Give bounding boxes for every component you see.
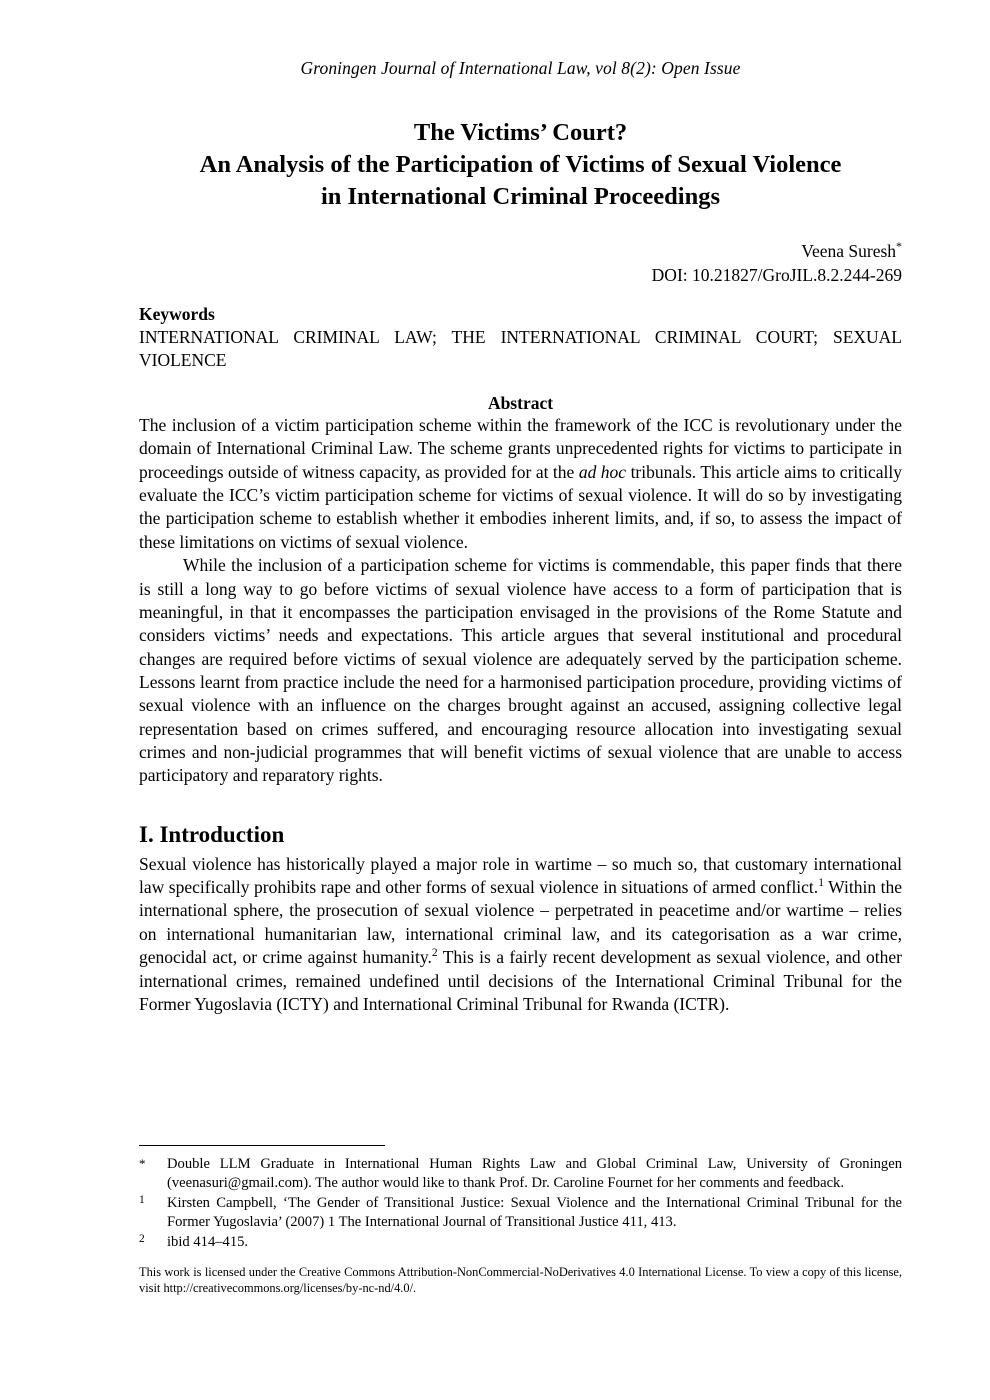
keywords-text: INTERNATIONAL CRIMINAL LAW; THE INTERNATIONAL CRIMINAL COURT; SEXUAL VIOLENCE <box>139 327 902 370</box>
abstract-heading: Abstract <box>487 393 554 413</box>
license-notice: This work is licensed under the Creative Commons Attribution-NonCommercial-NoDerivatives 4.0 International License. To view a copy of this license, visit http://creativecommons.org/licenses/by-nc-nd/4.0/. <box>139 1264 902 1296</box>
footnote-marker: 2 <box>139 1232 145 1245</box>
footnote-text: ibid 414–415. <box>167 1233 249 1250</box>
abstract-p1-part1: The inclusion of a victim participation scheme within the framework of the ICC is revolutionary under the domain of International Criminal Law. The scheme grants unprecedented rights for victims to participate in proceedings outside of witness capacity, as provided for at the <box>139 415 902 482</box>
footnote-item <box>139 1194 902 1232</box>
author-block <box>139 239 902 289</box>
footnote-text: Kirsten Campbell, ‘The Gender of Transitional Justice: Sexual Violence and the International Criminal Tribunal for the Former Yugoslavia’ (2007) 1 The International Journal of Transitional Justice 411, 413. <box>167 1194 902 1230</box>
introduction-paragraph <box>139 853 902 1017</box>
abstract-p1-italic: ad hoc <box>578 461 627 482</box>
page-title <box>139 117 902 213</box>
abstract-p1-part2: tribunals. This article aims to critically evaluate the ICC’s victim participation scheme for victims of sexual violence. It will do so by investigating the participation scheme to establish whether it embodies inherent limits, and, if so, to assess the impact of these limitations on victims of sexual violence. <box>139 461 902 552</box>
intro-part-2: Within the international sphere, the prosecution of sexual violence – perpetrated in peacetime and/or wartime – relies on international humanitarian law, international criminal law, and its categorisation as a war crime, genocidal act, or crime against humanity. <box>139 877 903 968</box>
title-line-3: in International Criminal Proceedings <box>320 182 721 210</box>
keywords-heading: Keywords <box>139 304 215 325</box>
footnote-text: Double LLM Graduate in International Human Rights Law and Global Criminal Law, University of Groningen (veenasuri@gmail.com). The author would like to thank Prof. Dr. Caroline Fournet for her comments and feedback. <box>167 1156 902 1191</box>
footnote-reference-2[interactable]: 2 <box>431 947 438 960</box>
footnote-item <box>139 1233 902 1252</box>
title-line-1: The Victims’ Court? <box>413 119 628 146</box>
intro-part-3: This is a fairly recent development as sexual violence, and other international crimes, remained undefined until decisions of the International Criminal Tribunal for the Former Yugoslavia (ICTY) and International Criminal Tribunal for Rwanda (ICTR). <box>139 947 902 1014</box>
footnote-area <box>139 1145 902 1297</box>
footnote-reference-1[interactable]: 1 <box>818 877 824 890</box>
footnote-separator-rule <box>139 1145 385 1146</box>
title-line-2: An Analysis of the Participation of Victims of Sexual Violence <box>199 150 842 178</box>
footnote-item <box>139 1155 902 1193</box>
author-name <box>139 239 902 264</box>
footnote-marker: 1 <box>139 1193 145 1206</box>
section-heading-introduction: I. Introduction <box>139 821 285 847</box>
running-header: Groningen Journal of International Law, vol 8(2): Open Issue <box>300 58 741 78</box>
author-footnote-marker: * <box>896 238 902 253</box>
paper-page <box>139 0 902 1400</box>
abstract-paragraph-1 <box>139 414 902 554</box>
author-name-text: Veena Suresh <box>801 240 897 261</box>
doi-text: DOI: 10.21827/GroJIL.8.2.244-269 <box>651 265 902 286</box>
abstract-paragraph-2: While the inclusion of a participation scheme for victims is commendable, this paper finds that there is still a long way to go before victims of sexual violence have access to a form of participation that is meaningful, in that it encompasses the participation envisaged in the provisions of the Rome Statute and considers victims’ needs and expectations. This article argues that several institutional and procedural changes are required before victims of sexual violence are adequately served by the participation scheme. Lessons learnt from practice include the need for a harmonised participation procedure, providing victims of sexual violence with an influence on the charges brought against an accused, assigning collective legal representation based on crimes suffered, and encouraging resource allocation into investigating sexual crimes and non-judicial programmes that will benefit victims of sexual violence that are unable to access participatory and reparatory rights. <box>139 555 902 786</box>
intro-part-1: Sexual violence has historically played a major role in wartime – so much so, that customary international law specifically prohibits rape and other forms of sexual violence in situations of armed conflict. <box>139 853 902 898</box>
footnote-marker: * <box>139 1156 146 1171</box>
